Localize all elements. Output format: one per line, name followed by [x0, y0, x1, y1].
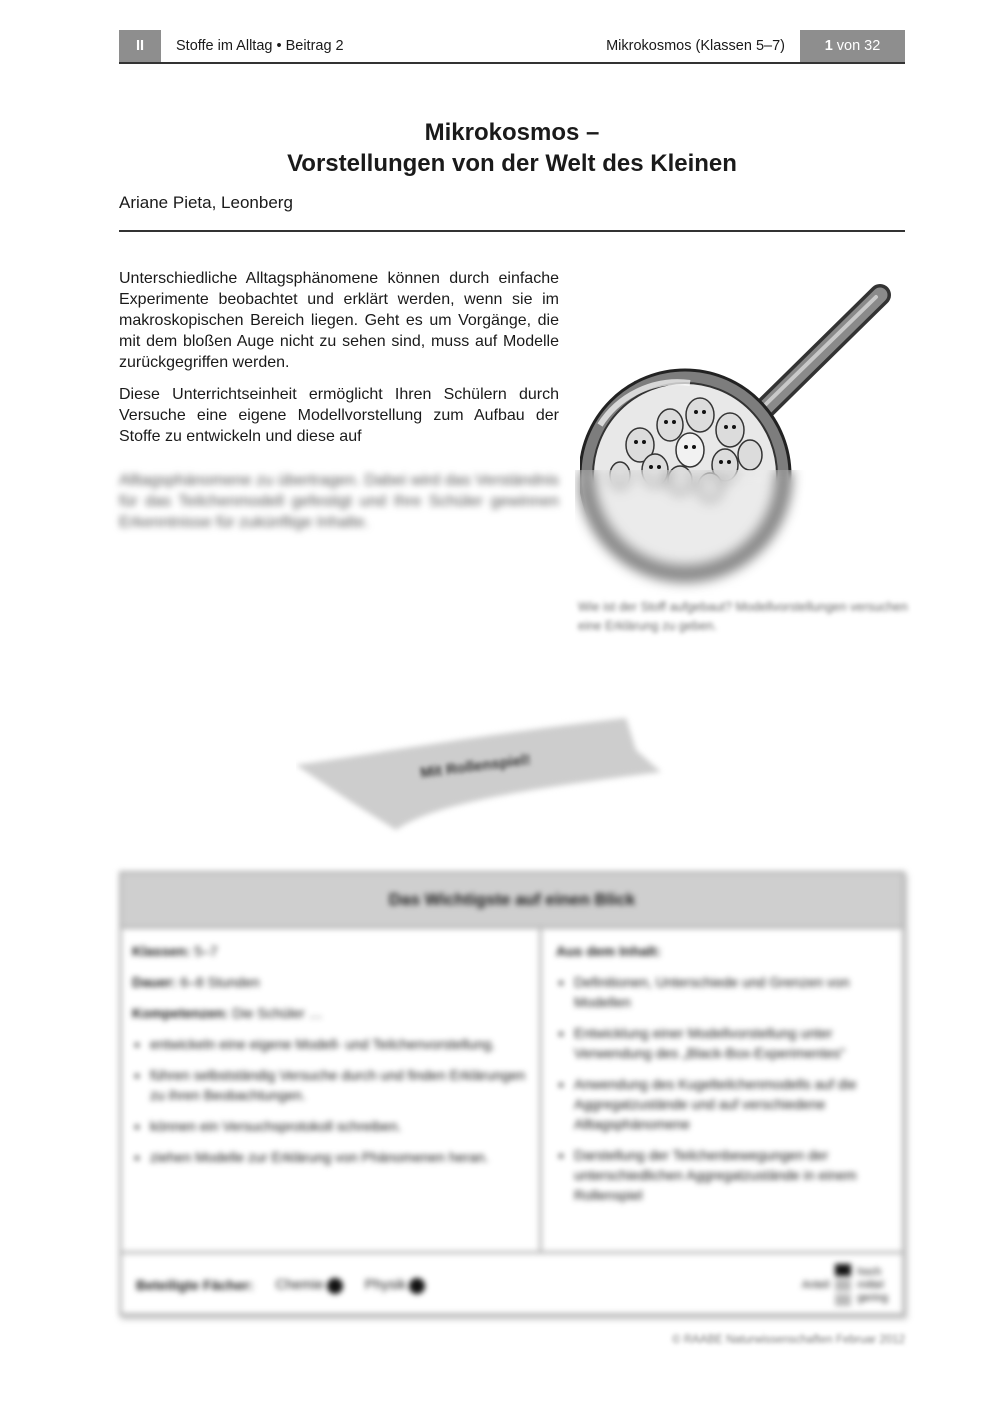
author: Ariane Pieta, Leonberg	[119, 193, 293, 212]
page-total: von 32	[836, 38, 881, 54]
competence-row: Kompetenzen: Die Schüler …	[132, 1005, 323, 1021]
illustration-caption: Wie ist der Stoff aufgebaut? Modellvorstellungen versuchen eine Erklärung zu geben.	[578, 600, 908, 633]
list-item: • ziehen Modelle zur Erklärung von Phänomenen heran.	[150, 1147, 529, 1167]
filled-dot-icon	[409, 1278, 425, 1294]
level-legend: Anteil hoch mittel gering	[802, 1264, 888, 1306]
series-title: Stoffe im Alltag • Beitrag 2	[176, 38, 344, 54]
summary-box	[119, 871, 905, 1316]
roleplay-banner	[296, 710, 666, 840]
topic-title: Mikrokosmos (Klassen 5–7)	[606, 38, 785, 54]
level-bars-icon	[835, 1264, 851, 1306]
list-item: • Definitionen, Unterschiede und Grenzen von Modellen	[574, 972, 888, 1012]
page-indicator	[800, 30, 905, 62]
intro-paragraph-2: Diese Unterrichtseinheit ermöglicht Ihren Schülern durch Versuche eine eigene Modellvorstellung zum Aufbau der Stoffe zu entwickeln und diese auf	[119, 386, 559, 445]
copyright-note: © RAABE Naturwissenschaften Februar 2012	[672, 1334, 905, 1346]
summary-right-column	[542, 929, 902, 1251]
level-label: Anteil	[801, 1279, 830, 1291]
intro-paragraph-1: Unterschiedliche Alltagsphänomene können durch einfache Experimente beobachtet und erklärt werden, wenn sie im makroskopischen Bereich liegen. Geht es um Vorgänge, die mit dem bloßen Auge nicht zu sehen sind, muss auf Modelle zurückgegriffen werden.	[119, 270, 559, 371]
list-item: • Darstellung der Teilchenbewegungen der unterschiedlichen Aggregatzustände in einem Rollenspiel	[574, 1145, 888, 1205]
intro-text	[119, 268, 559, 458]
summary-left-column	[122, 929, 542, 1251]
list-item: • können ein Versuchsprotokoll schreiben.	[150, 1116, 529, 1136]
banner-label: Mit Rollenspiel!	[419, 751, 532, 782]
subjects-row	[122, 1251, 902, 1316]
content-heading: Aus dem Inhalt:	[556, 943, 662, 959]
document-title	[119, 117, 905, 179]
summary-heading: Das Wichtigste auf einen Blick	[122, 874, 902, 929]
subject-chemie: Chemie	[275, 1276, 342, 1293]
filled-dot-icon	[327, 1278, 343, 1294]
subjects-label: Beteiligte Fächer:	[136, 1277, 254, 1293]
intro-blurred-text: Alltagsphänomene zu übertragen. Dabei wird das Verständnis für das Teilchenmodell gefestigt und Ihre Schüler gewinnen Erkenntnisse für zukünftige Inhalte.	[119, 472, 559, 531]
content-list	[556, 972, 888, 1205]
list-item: • führen selbstständig Versuche durch und finden Erklärungen zu ihren Beobachtungen.	[150, 1065, 529, 1105]
divider	[119, 230, 905, 232]
title-line-1: Mikrokosmos –	[424, 119, 600, 146]
subject-physik: Physik	[365, 1276, 425, 1293]
page-current: 1	[824, 38, 833, 54]
duration-row: Dauer: 6–8 Stunden	[132, 974, 260, 990]
page-header	[119, 30, 905, 64]
list-item: • Entwicklung einer Modellvorstellung unter Verwendung des „Black-Box-Experimentes"	[574, 1023, 888, 1063]
section-number: II	[119, 30, 161, 62]
title-line-2: Vorstellungen von der Welt des Kleinen	[287, 150, 737, 177]
illustration-blur-overlay	[575, 470, 815, 600]
competence-list	[132, 1034, 529, 1167]
list-item: • Anwendung des Kugelteilchenmodells auf die Aggregatzustände und auf verschiedene Alltagsphänomene	[574, 1074, 888, 1134]
list-item: • entwickeln eine eigene Modell- und Teilchenvorstellung.	[150, 1034, 529, 1054]
classes-row: Klassen: 5–7	[132, 943, 218, 959]
